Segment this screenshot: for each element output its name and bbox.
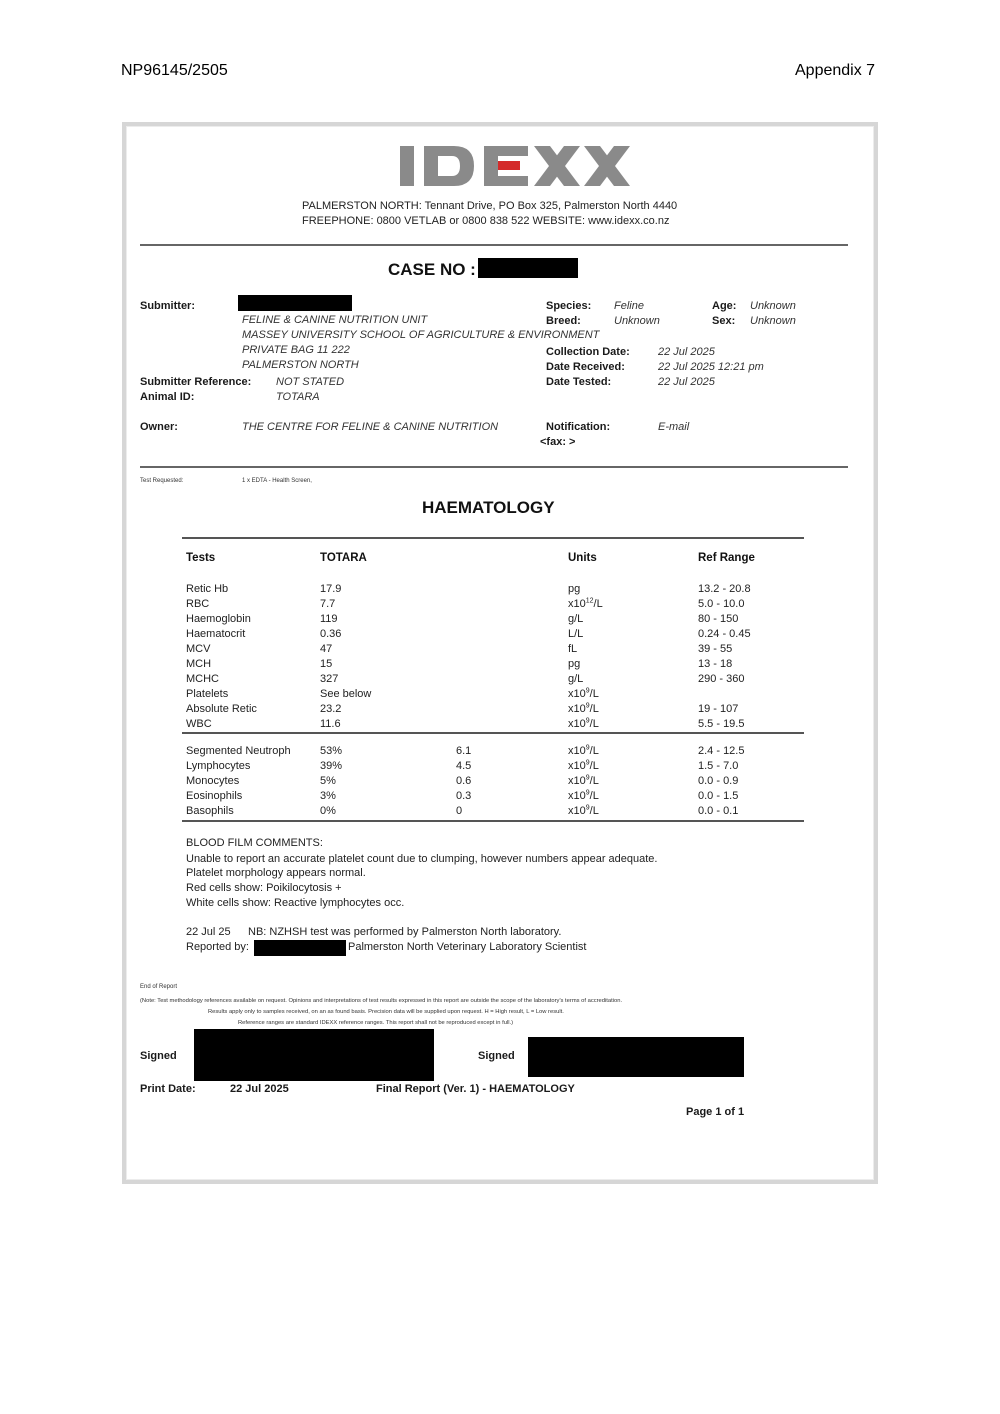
- test-name: Absolute Retic: [186, 703, 257, 715]
- reference-range: 80 - 150: [698, 613, 739, 625]
- unit-exponent: 12: [585, 597, 594, 605]
- unit-tail: /L: [589, 790, 599, 802]
- lab-contact: FREEPHONE: 0800 VETLAB or 0800 838 522 WEBSITE: www.idexx.co.nz: [302, 215, 670, 227]
- header-tests: Tests: [186, 552, 216, 564]
- result-value: 17.9: [320, 583, 342, 595]
- result-value: 3%: [320, 790, 336, 802]
- unit-base: fL: [568, 643, 578, 655]
- test-name: Eosinophils: [186, 790, 243, 802]
- header-divider: [140, 244, 848, 246]
- scanned-report: [122, 122, 878, 1184]
- accreditation-note-1: (Note: Test methodology references available on request. Opinions and interpretations of test results expressed in this report are outside the scope of the laboratory's terms of accreditation.: [140, 998, 623, 1004]
- date-received-label: Date Received:: [546, 361, 625, 373]
- reference-range: 0.0 - 1.5: [698, 790, 739, 802]
- final-report-label: Final Report (Ver. 1) - HAEMATOLOGY: [376, 1083, 575, 1095]
- result-value: 119: [320, 613, 338, 625]
- unit-base: x10: [568, 703, 586, 715]
- reference-range: 0.0 - 0.9: [698, 775, 739, 787]
- notification-value: E-mail: [658, 421, 690, 433]
- result-value: 0%: [320, 805, 336, 817]
- unit: [568, 673, 583, 685]
- unit-base: x10: [568, 745, 586, 757]
- print-date-value: 22 Jul 2025: [230, 1083, 289, 1095]
- appendix-label: Appendix 7: [795, 62, 876, 79]
- animal-id-value: TOTARA: [276, 391, 320, 403]
- species-value: Feline: [614, 300, 644, 312]
- unit-exponent: 9: [585, 702, 590, 710]
- unit-base: g/L: [568, 613, 584, 625]
- unit-tail: /L: [589, 688, 599, 700]
- comment-line-1: Unable to report an accurate platelet count due to clumping, however numbers appear adequate.: [186, 853, 658, 865]
- reference-range: 290 - 360: [698, 673, 745, 685]
- submitter-reference-label: Submitter Reference:: [140, 376, 252, 388]
- reference-range: 5.0 - 10.0: [698, 598, 745, 610]
- page-number: Page 1 of 1: [686, 1106, 745, 1118]
- reference-range: 2.4 - 12.5: [698, 745, 745, 757]
- reference-range: 19 - 107: [698, 703, 739, 715]
- unit-base: x10: [568, 598, 586, 610]
- header-ref-range: Ref Range: [698, 552, 755, 564]
- unit-base: x10: [568, 775, 586, 787]
- case-number-redaction: [478, 258, 578, 278]
- absolute-value: 0.6: [456, 775, 472, 787]
- result-value: 5%: [320, 775, 336, 787]
- unit-base: g/L: [568, 673, 584, 685]
- table-mid-rule: [182, 732, 804, 734]
- submitter-line-1: FELINE & CANINE NUTRITION UNIT: [242, 314, 428, 326]
- test-name: Haematocrit: [186, 628, 246, 640]
- absolute-value: 6.1: [456, 745, 472, 757]
- unit-tail: /L: [589, 745, 599, 757]
- comments-heading: BLOOD FILM COMMENTS:: [186, 837, 323, 849]
- unit: [568, 775, 599, 787]
- unit: [568, 805, 599, 817]
- result-value: 15: [320, 658, 333, 670]
- unit-exponent: 9: [585, 759, 590, 767]
- reported-by-label: Reported by:: [186, 941, 249, 953]
- absolute-value: 4.5: [456, 760, 472, 772]
- unit-base: x10: [568, 688, 586, 700]
- owner-value: THE CENTRE FOR FELINE & CANINE NUTRITION: [242, 421, 499, 433]
- table-top-rule: [182, 537, 804, 539]
- unit: [568, 790, 599, 802]
- result-value: 0.36: [320, 628, 342, 640]
- result-value: 23.2: [320, 703, 342, 715]
- unit-base: L/L: [568, 628, 584, 640]
- idexx-logo: [396, 140, 636, 197]
- age-label: Age:: [712, 300, 737, 312]
- submitter-reference-value: NOT STATED: [276, 376, 345, 388]
- unit-tail: /L: [589, 775, 599, 787]
- unit-exponent: 9: [585, 717, 590, 725]
- unit-tail: /L: [589, 760, 599, 772]
- idexx-logo-graphic: [396, 140, 636, 192]
- header-units: Units: [568, 552, 597, 564]
- unit-base: x10: [568, 760, 586, 772]
- sex-value: Unknown: [750, 315, 796, 327]
- unit: [568, 745, 599, 757]
- lab-address: PALMERSTON NORTH: Tennant Drive, PO Box 325, Palmerston North 4440: [302, 200, 678, 212]
- unit: [568, 643, 577, 655]
- test-name: Haemoglobin: [186, 613, 251, 625]
- test-name: Retic Hb: [186, 583, 229, 595]
- result-value: 53%: [320, 745, 343, 757]
- unit-tail: /L: [589, 703, 599, 715]
- signed-label-1: Signed: [140, 1050, 177, 1062]
- details-divider: [140, 466, 848, 468]
- species-label: Species:: [546, 300, 592, 312]
- breed-value: Unknown: [614, 315, 660, 327]
- signed-label-2: Signed: [478, 1050, 515, 1062]
- submitter-name-redaction: [238, 295, 352, 311]
- date-received-value: 22 Jul 2025 12:21 pm: [658, 361, 764, 373]
- result-value: 11.6: [320, 718, 341, 730]
- unit: [568, 583, 580, 595]
- signature-2-redaction: [528, 1037, 744, 1077]
- header-animal: TOTARA: [320, 552, 367, 564]
- unit: [568, 688, 599, 700]
- test-name: MCV: [186, 643, 211, 655]
- unit: [568, 760, 599, 772]
- note-text: NB: NZHSH test was performed by Palmerston North laboratory.: [248, 926, 562, 938]
- print-date-label: Print Date:: [140, 1083, 196, 1095]
- unit-base: x10: [568, 790, 586, 802]
- unit: [568, 703, 599, 715]
- reference-range: 39 - 55: [698, 643, 733, 655]
- owner-label: Owner:: [140, 421, 178, 433]
- unit: [568, 598, 603, 610]
- unit-base: pg: [568, 658, 581, 670]
- submitter-line-2: MASSEY UNIVERSITY SCHOOL OF AGRICULTURE & ENVIRONMENT: [242, 329, 600, 341]
- signature-1-redaction: [194, 1029, 434, 1081]
- result-value: 327: [320, 673, 339, 685]
- reference-range: 0.0 - 0.1: [698, 805, 739, 817]
- sex-label: Sex:: [712, 315, 736, 327]
- document-number: NP96145/2505: [121, 62, 228, 79]
- unit-exponent: 9: [585, 744, 590, 752]
- reference-range: 0.24 - 0.45: [698, 628, 751, 640]
- test-name: Segmented Neutroph: [186, 745, 291, 757]
- test-requested-value: 1 x EDTA - Health Screen,: [242, 478, 312, 484]
- test-name: Platelets: [186, 688, 229, 700]
- reference-range: 13.2 - 20.8: [698, 583, 751, 595]
- comment-line-2: Platelet morphology appears normal.: [186, 867, 366, 879]
- test-name: MCH: [186, 658, 212, 670]
- fax-label: <fax: >: [540, 436, 576, 448]
- notification-label: Notification:: [546, 421, 611, 433]
- collection-date-label: Collection Date:: [546, 346, 630, 358]
- submitter-label: Submitter:: [140, 300, 195, 312]
- age-value: Unknown: [750, 300, 796, 312]
- unit-tail: /L: [593, 598, 603, 610]
- unit-exponent: 9: [585, 774, 590, 782]
- date-tested-label: Date Tested:: [546, 376, 612, 388]
- animal-id-label: Animal ID:: [140, 391, 195, 403]
- reporter-name-redaction: [254, 940, 346, 956]
- result-value: See below: [320, 688, 372, 700]
- test-name: RBC: [186, 598, 210, 610]
- case-number-label: CASE NO :: [388, 260, 476, 279]
- test-name: Monocytes: [186, 775, 240, 787]
- result-value: 47: [320, 643, 333, 655]
- test-name: Lymphocytes: [186, 760, 251, 772]
- unit-base: x10: [568, 805, 586, 817]
- unit-base: pg: [568, 583, 581, 595]
- unit: [568, 718, 599, 730]
- date-tested-value: 22 Jul 2025: [658, 376, 715, 388]
- accreditation-note-2: Results apply only to samples received, on an as found basis. Precision data will be supplied upon request. H = High result, L = Low result.: [208, 1009, 564, 1015]
- unit-tail: /L: [589, 718, 599, 730]
- reported-by-role: Palmerston North Veterinary Laboratory Scientist: [348, 941, 587, 953]
- comment-line-4: White cells show: Reactive lymphocytes occ.: [186, 897, 405, 909]
- test-name: Basophils: [186, 805, 234, 817]
- note-date: 22 Jul 25: [186, 926, 231, 938]
- result-value: 7.7: [320, 598, 336, 610]
- collection-date-value: 22 Jul 2025: [658, 346, 715, 358]
- breed-label: Breed:: [546, 315, 581, 327]
- unit: [568, 628, 583, 640]
- unit-tail: /L: [589, 805, 599, 817]
- result-value: 39%: [320, 760, 343, 772]
- test-name: WBC: [186, 718, 212, 730]
- end-of-report: End of Report: [140, 984, 178, 990]
- unit-exponent: 9: [585, 687, 590, 695]
- absolute-value: 0.3: [456, 790, 472, 802]
- submitter-line-4: PALMERSTON NORTH: [242, 359, 359, 371]
- submitter-line-3: PRIVATE BAG 11 222: [242, 344, 350, 356]
- test-requested-label: Test Requested:: [140, 478, 184, 484]
- accreditation-note-3: Reference ranges are standard IDEXX reference ranges. This report shall not be reproduced except in full.): [238, 1020, 514, 1026]
- test-name: MCHC: [186, 673, 219, 685]
- reference-range: 5.5 - 19.5: [698, 718, 745, 730]
- unit: [568, 658, 580, 670]
- comment-line-3: Red cells show: Poikilocytosis +: [186, 882, 342, 894]
- reference-range: 13 - 18: [698, 658, 733, 670]
- section-title: HAEMATOLOGY: [422, 498, 555, 517]
- absolute-value: 0: [456, 805, 463, 817]
- table-bottom-rule: [182, 820, 804, 822]
- reference-range: 1.5 - 7.0: [698, 760, 739, 772]
- unit: [568, 613, 583, 625]
- unit-exponent: 9: [585, 804, 590, 812]
- unit-base: x10: [568, 718, 586, 730]
- unit-exponent: 9: [585, 789, 590, 797]
